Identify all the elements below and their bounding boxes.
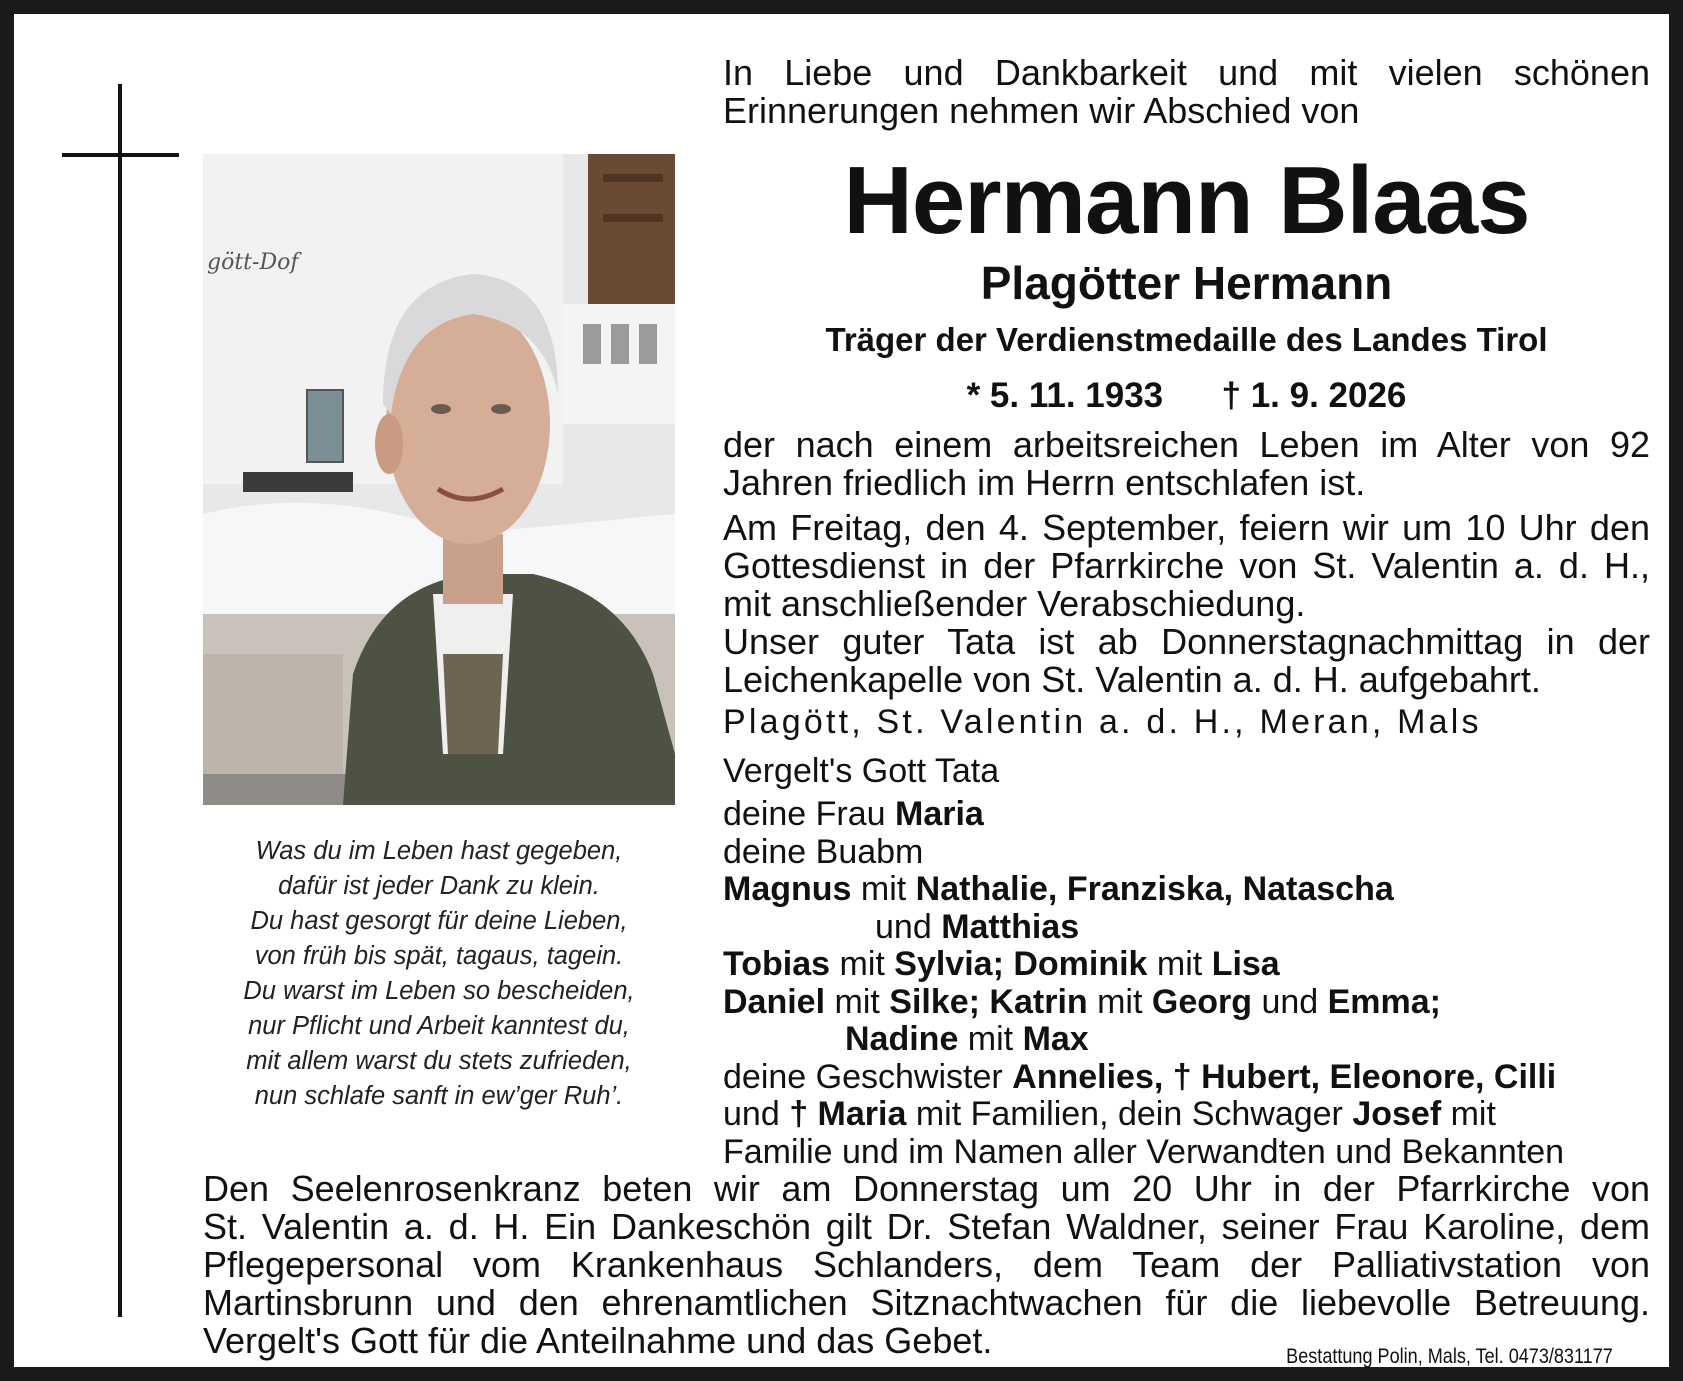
family-name: Matthias: [941, 907, 1080, 946]
rosary-and-thanks: [203, 1170, 1650, 1360]
family-text: und: [875, 907, 942, 946]
undertaker-credit: Bestattung Polin, Mals, Tel. 0473/831177: [1286, 1345, 1613, 1368]
paragraph-passing: der nach einem arbeitsreichen Leben im Alter von 92 Jahren friedlich im Herrn entschlafen ist.: [723, 424, 1650, 503]
poem-line: nun schlafe sanft in ew’ger Ruh’.: [254, 1082, 624, 1110]
cross-icon-horizontal: [62, 153, 179, 157]
thanks-line: St. Valentin a. d. H. Ein Dankeschön gilt Dr. Stefan Waldner, seiner Frau Karoline, dem: [203, 1206, 1650, 1247]
poem-line: Du hast gesorgt für deine Lieben,: [250, 907, 628, 935]
family-list: [723, 796, 1650, 1171]
family-name: Josef: [1352, 1095, 1442, 1133]
family-line: [723, 834, 1650, 872]
family-name: Daniel: [723, 982, 826, 1021]
family-line: [723, 796, 1650, 834]
family-line: [723, 1096, 1650, 1134]
death-date: † 1. 9. 2026: [1221, 376, 1407, 415]
family-name: Emma;: [1327, 982, 1441, 1021]
poem: [203, 834, 675, 1114]
thanks-line: Martinsbrunn und den ehrenamtlichen Sitznachtwachen für die liebevolle Betreuung.: [203, 1282, 1650, 1323]
family-text: mit: [1147, 945, 1212, 983]
family-line: [723, 1059, 1650, 1097]
family-text: mit: [1441, 1095, 1496, 1133]
family-name: Sylvia; Dominik: [894, 945, 1148, 983]
portrait-photo: [203, 154, 675, 805]
signoff-text: Vergelt's Gott Tata: [723, 752, 1000, 790]
family-line: [723, 1134, 1650, 1172]
family-name: Annelies, † Hubert, Eleonore, Cilli: [1012, 1057, 1557, 1096]
family-text: und: [723, 1095, 790, 1133]
family-name: † Maria: [789, 1095, 907, 1133]
family-line: [723, 984, 1650, 1022]
family-name: Maria: [895, 795, 984, 833]
poem-line: nur Pflicht und Arbeit kanntest du,: [248, 1012, 630, 1040]
cross-icon-vertical: [118, 84, 122, 1317]
family-name: Lisa: [1211, 945, 1280, 983]
family-line: [723, 909, 1650, 947]
family-name: Max: [1022, 1020, 1089, 1058]
birth-date: * 5. 11. 1933: [966, 376, 1164, 415]
family-line: [723, 946, 1650, 984]
paragraph-service: [723, 509, 1650, 699]
family-text: mit: [851, 870, 916, 908]
poem-line: dafür ist jeder Dank zu klein.: [278, 872, 600, 900]
family-text: mit: [1087, 982, 1152, 1021]
family-text: deine Frau: [723, 795, 895, 833]
life-dates: [723, 374, 1650, 418]
family-text: mit: [825, 982, 890, 1021]
poem-line: von früh bis spät, tagaus, tagein.: [254, 942, 624, 970]
thanks-line: Pflegepersonal vom Krankenhaus Schlanders, dem Team der Palliativstation von: [203, 1244, 1650, 1285]
poem-line: mit allem warst du stets zufrieden,: [246, 1047, 632, 1075]
family-line: [723, 1021, 1650, 1059]
thanks-line: Den Seelenrosenkranz beten wir am Donnerstag um 20 Uhr in der Pfarrkirche von: [203, 1168, 1650, 1209]
honor-text: Träger der Verdienstmedaille des Landes Tirol: [825, 321, 1548, 358]
family-name: Georg: [1151, 982, 1252, 1021]
family-name: Silke; Katrin: [889, 982, 1088, 1021]
family-text: mit: [830, 945, 895, 983]
poem-line: Du warst im Leben so bescheiden,: [243, 977, 635, 1005]
paragraph-funeral: Am Freitag, den 4. September, feiern wir um 10 Uhr den Gottesdienst in der Pfarrkirche von St. Valentin a. d. H., mit anschließender Verabschiedung.: [723, 507, 1650, 624]
family-name: Nadine: [845, 1020, 959, 1058]
photo-sign-text: gött-Dof: [207, 250, 299, 275]
family-line: [723, 871, 1650, 909]
family-text: mit: [958, 1020, 1023, 1058]
places-text: Plagött, St. Valentin a. d. H., Meran, Mals: [723, 703, 1482, 741]
poem-line: Was du im Leben hast gegeben,: [255, 837, 623, 865]
deceased-nickname: Plagötter Hermann: [980, 257, 1393, 309]
family-text: Familie und im Namen aller Verwandten und Bekannten: [723, 1132, 1565, 1171]
thanks-line: Vergelt's Gott für die Anteilnahme und das Gebet.: [203, 1320, 993, 1361]
deceased-name: Hermann Blaas: [843, 147, 1530, 254]
family-text: deine Geschwister: [723, 1057, 1013, 1096]
family-text: deine Buabm: [723, 832, 924, 871]
intro-text: In Liebe und Dankbarkeit und mit vielen schönen Erinnerungen nehmen wir Abschied von: [723, 52, 1650, 131]
family-name: Magnus: [723, 870, 852, 908]
family-name: Tobias: [723, 945, 831, 983]
family-name: Nathalie, Franziska, Natascha: [915, 870, 1394, 908]
paragraph-laying-out: Unser guter Tata ist ab Donnerstagnachmittag in der Leichenkapelle von St. Valentin a. d. H. aufgebahrt.: [723, 621, 1650, 700]
family-text: und: [1252, 982, 1328, 1021]
family-text: mit Familien, dein Schwager: [906, 1095, 1353, 1133]
